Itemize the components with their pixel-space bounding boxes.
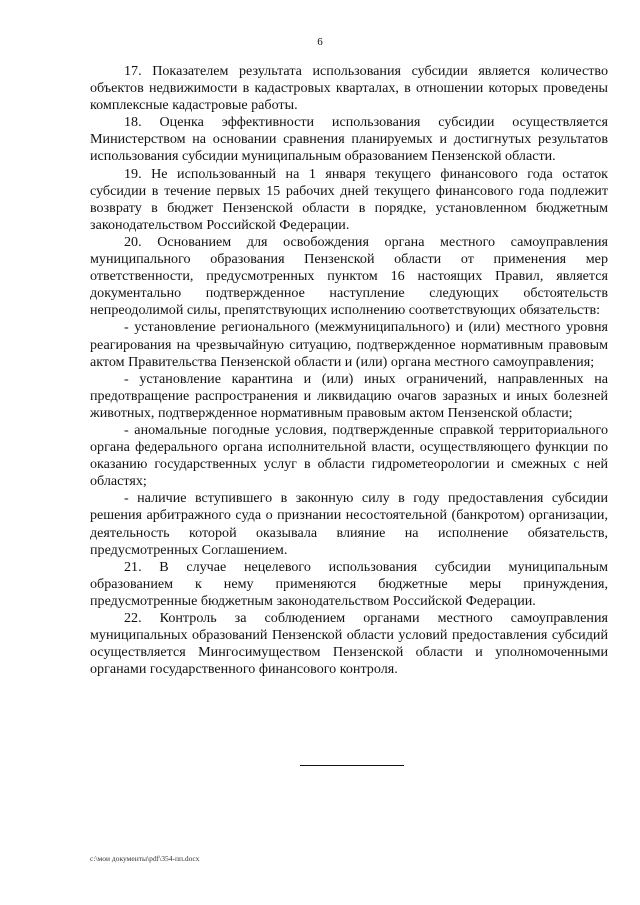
document-body [90, 63, 608, 678]
paragraph-21: 21. В случае нецелевого использования субсидии муниципальным образованием к нему применяются бюджетные меры принуждения, предусмотренные бюджетным законодательством Российской Федерации. [90, 558, 608, 609]
list-item-emergency: - установление регионального (межмуниципального) и (или) местного уровня реагирования на чрезвычайную ситуацию, подтвержденное нормативным правовым актом Правительства Пензенской области и (или) органа местного самоуправления; [90, 319, 608, 370]
list-item-quarantine: - установление карантина и (или) иных ограничений, направленных на предотвращение распространения и ликвидацию очагов заразных и иных болезней животных, подтвержденное нормативным правовым актом Пензенской области; [90, 370, 608, 421]
footer-file-path: c:\мои документы\pdf\354-пп.docx [90, 854, 200, 863]
list-item-bankruptcy: - наличие вступившего в законную силу в году предоставления субсидии решения арбитражного суда о признании несостоятельной (банкротом) организации, деятельность которой оказывала влияние на исполнение обязательств, предусмотренных Соглашением. [90, 490, 608, 558]
page-number: 6 [317, 36, 323, 48]
paragraph-22: 22. Контроль за соблюдением органами местного самоуправления муниципальных образований Пензенской области условий предоставления субсидий осуществляется Мингосимуществом Пензенской области и уполномоченными органами государственного финансового контроля. [90, 610, 608, 678]
paragraph-18: 18. Оценка эффективности использования субсидии осуществляется Министерством на основании сравнения планируемых и достигнутых результатов использования субсидии муниципальным образованием Пензенской области. [90, 114, 608, 165]
paragraph-19: 19. Не использованный на 1 января текущего финансового года остаток субсидии в течение первых 15 рабочих дней текущего финансового года подлежит возврату в бюджет Пензенской области в порядке, установленном бюджетным законодательством Российской Федерации. [90, 165, 608, 233]
list-item-weather: - аномальные погодные условия, подтвержденные справкой территориального органа федерального органа исполнительной власти, осуществляющего функции по оказанию государственных услуг в области гидрометеорологии и смежных с ней областях; [90, 421, 608, 490]
end-rule-divider [300, 765, 404, 766]
paragraph-20: 20. Основанием для освобождения органа местного самоуправления муниципального образования Пензенской области от применения мер ответственности, предусмотренных пунктом 16 настоящих Правил, является документально подтвержденное наступление следующих обстоятельств непреодолимой силы, препятствующих исполнению соответствующих обязательств: [90, 233, 608, 319]
paragraph-17: 17. Показателем результата использования субсидии является количество объектов недвижимости в кадастровых кварталах, в отношении которых проведены комплексные кадастровые работы. [90, 63, 608, 114]
